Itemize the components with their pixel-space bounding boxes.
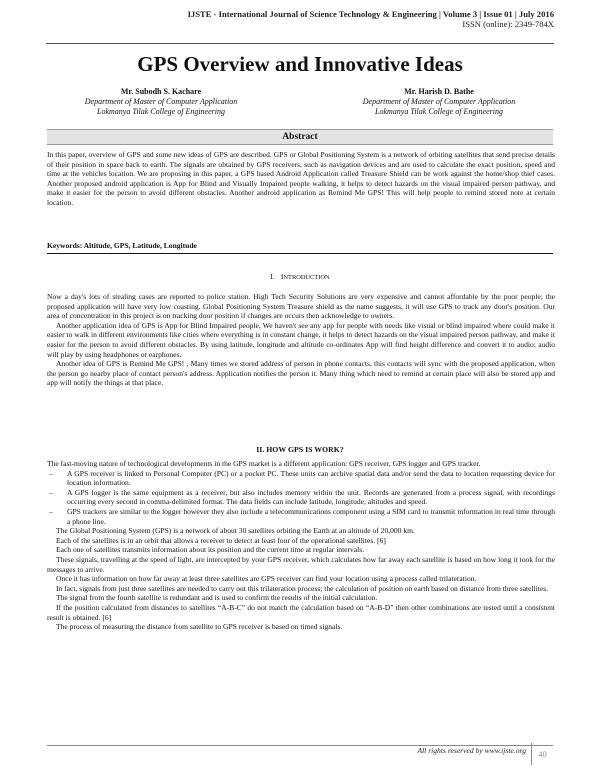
bullet-dash: –	[49, 468, 53, 478]
paragraph: Each one of satellites transmits information about its position and the current time at regular intervals.	[56, 545, 365, 555]
introduction-body	[47, 292, 555, 388]
bullet-text: A GPS receiver is linked to Personal Computer (PC) or a pocket PC. These units can archive spatial data and/or send the data to location requesting device for location information.	[67, 468, 555, 488]
author-2	[314, 87, 564, 117]
section-numeral: I.	[270, 272, 275, 281]
paragraph: The fast-moving nature of technological developments in the GPS market is a different application: GPS receiver, GPS logger and GPS tracker.	[47, 459, 481, 468]
author-department: Department of Master of Computer Application	[362, 97, 516, 106]
section-title-initial: I	[280, 272, 284, 281]
footer-rights: All rights reserved by www.ijste.org	[417, 746, 526, 755]
author-college: Lokmanya Tilak College of Engineering	[375, 107, 503, 116]
issn: ISSN (online): 2349-784X	[462, 19, 554, 29]
bullet-item	[47, 488, 555, 507]
paragraph: Now a day's lots of stealing cases are reported to police station. High Tech Security Solutions are very expensive and cannot affordable by the poor people; the proposed application will have very low coasting. Global Positioning System Treasure shield as the name suggests, it will use GPS to track any door's position. Our area of concentration in this project is on tracking door position if changes are occurs then acknowledge to owners.	[47, 292, 555, 321]
paragraph: The process of measuring the distance from satellite to GPS receiver is based on timed signals.	[56, 622, 343, 632]
bullet-item	[47, 507, 555, 526]
bullet-text: A GPS logger is the same equipment as a receiver, but also includes memory within the unit. Records are generated from a process signal, with recordings occurring every second in comma-delimited format. The data fields can include latitude, longitude, altitudes and speed.	[67, 487, 555, 507]
abstract-divider	[47, 253, 553, 254]
bullet-item	[47, 469, 555, 488]
author-name: Mr. Subodh S. Kachare	[120, 87, 202, 96]
section-title-rest: NTRODUCTION	[283, 274, 330, 281]
paper-title: GPS Overview and Innovative Ideas	[137, 52, 463, 76]
author-1	[36, 87, 286, 117]
bullet-dash: –	[49, 506, 53, 516]
author-college: Lokmanya Tilak College of Engineering	[97, 107, 225, 116]
bullet-dash: –	[49, 487, 53, 497]
header-divider	[46, 43, 554, 44]
paragraph: Another application idea of GPS is App for Blind Impaired people, We haven't see any app for people with needs like visual or blind impaired where could make it easier to walk in different environments like cities where everything is in constant change, it helps to detect hazards on the visual impaired person pathway, and make it easier for the person to avoid different obstacles. By using latitude, longitude and altitude co-ordinates App will find height difference and convert it to audio; audio will play by using headphones or earphones.	[47, 320, 555, 359]
how-gps-works-body	[47, 459, 555, 632]
author-department: Department of Master of Computer Application	[84, 97, 238, 106]
paragraph: In fact, signals from just three satellites are needed to carry out this trilateration process; the calculation of position on earth based on distance from three satellites.	[56, 583, 549, 593]
journal-title: IJSTE - International Journal of Science Technology & Engineering | Volume 3 | Issue 01 | July 2016	[187, 9, 554, 19]
abstract-text: In this paper, overview of GPS and some new ideas of GPS are described. GPS or Global Positioning System is a network of orbiting satellites that send precise details of their position in space back to earth. The signals are obtained by GPS receivers, such as navigation devices and are used to calculate the exact position, speed and time at the vehicles location. We are proposing in this paper, a GPS based Android Application called Treasure Shield can be work against the home/shop thief cases. Another proposed android application is App for Blind and Visually Impaired people walking, it helps to detect hazards on the visual impaired person pathway, and make it easier for the person to avoid different obstacles. Another android application as Remind Me GPS! This will help people to remind stored note at certain location.	[47, 150, 555, 207]
bullet-text: GPS trackers are similar to the logger however they also include a telecommunications component using a SIM card to transmit information in real time through a phone line.	[67, 506, 555, 526]
section-heading-how-gps-works: II. HOW GPS IS WORK?	[256, 445, 344, 454]
abstract-heading: Abstract	[47, 129, 553, 145]
paragraph: Each of the satellites is in an orbit that allows a receiver to detect at least four of the operational satellites. [6]	[56, 535, 386, 545]
section-heading-introduction	[0, 272, 600, 281]
journal-header	[188, 9, 554, 29]
paragraph: Once it has information on how far away at least three satellites are GPS receiver can find your location using a process called trilateration.	[56, 574, 477, 584]
paragraph: These signals, travelling at the speed of light, are intercepted by your GPS receiver, which calculates how far away each satellite is based on how long it took for the messages to arrive.	[47, 554, 555, 574]
paragraph: Another idea of GPS is Remind Me GPS! , Many times we stored address of person in phone contacts, this contacts will sync with the proposed application, when the person go nearby place of contact person's address. Application notifies the person it. Many thing which need to remind at certain place will also be stored app and app will notify the things at that place.	[47, 359, 555, 388]
keywords: Keywords: Altitude, GPS, Latitude, Longitude	[47, 241, 197, 250]
paragraph: The Global Positioning System (GPS) is a network of about 30 satellites orbiting the Earth at an altitude of 20,000 km.	[56, 526, 415, 536]
author-name: Mr. Harish D. Bathe	[404, 87, 474, 96]
paragraph: The signal from the fourth satellite is redundant and is used to confirm the results of the initial calculation.	[56, 593, 378, 603]
page-number: 40	[531, 743, 553, 765]
paragraph: If the position calculated from distances to satellites “A-B-C” do not match the calculation based on “A-B-D” then other combinations are tested until a consistent result is obtained. [6]	[47, 602, 555, 622]
